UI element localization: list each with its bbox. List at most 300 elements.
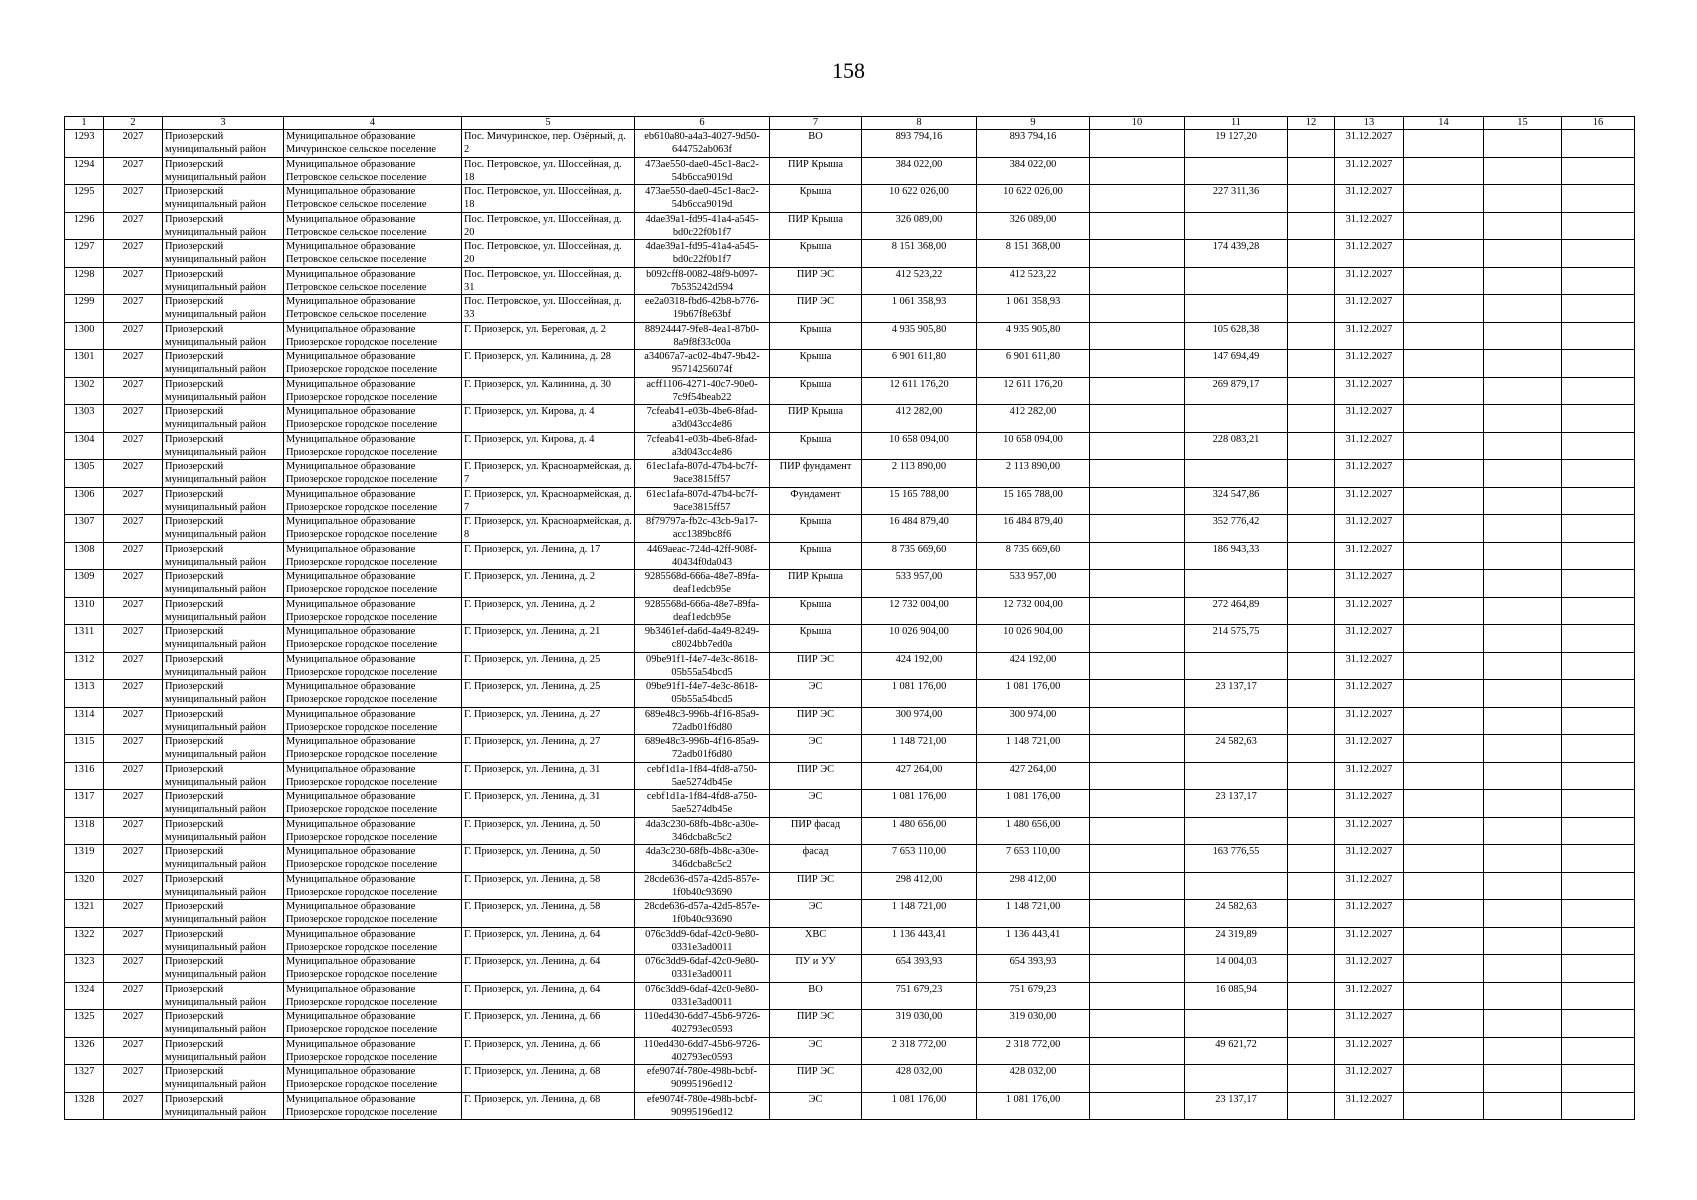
cell-row-number: 1298 bbox=[65, 267, 104, 295]
cell-row-number: 1305 bbox=[65, 460, 104, 488]
cell-col-10 bbox=[1090, 872, 1185, 900]
cell-col-10 bbox=[1090, 157, 1185, 185]
cell-total-cost: 300 974,00 bbox=[862, 707, 977, 735]
cell-district: Приозерский муниципальный район bbox=[163, 432, 284, 460]
cell-total-cost: 1 148 721,00 bbox=[862, 735, 977, 763]
cell-total-cost: 1 081 176,00 bbox=[862, 1092, 977, 1120]
cell-col-10 bbox=[1090, 460, 1185, 488]
cell-year: 2027 bbox=[104, 487, 163, 515]
cell-house-guid: a34067a7-ac02-4b47-9b42-95714256074f bbox=[635, 350, 770, 378]
cell-municipality: Муниципальное образование Приозерское городское поселение bbox=[284, 817, 462, 845]
column-header-13: 13 bbox=[1335, 117, 1404, 130]
column-header-10: 10 bbox=[1090, 117, 1185, 130]
cell-cost-fund: 1 081 176,00 bbox=[977, 1092, 1090, 1120]
cell-col-12 bbox=[1288, 982, 1335, 1010]
cell-house-guid: 076c3dd9-6daf-42c0-9e80-0331e3ad0011 bbox=[635, 927, 770, 955]
cell-completion-date: 31.12.2027 bbox=[1335, 1065, 1404, 1093]
cell-district: Приозерский муниципальный район bbox=[163, 1065, 284, 1093]
cell-col-11: 14 004,03 bbox=[1185, 955, 1288, 983]
cell-col-14 bbox=[1404, 762, 1484, 790]
cell-col-11: 163 776,55 bbox=[1185, 845, 1288, 873]
cell-col-16 bbox=[1562, 652, 1635, 680]
cell-house-guid: 4469aeac-724d-42ff-908f-40434f0da043 bbox=[635, 542, 770, 570]
cell-col-15 bbox=[1484, 790, 1562, 818]
cell-completion-date: 31.12.2027 bbox=[1335, 1010, 1404, 1038]
cell-district: Приозерский муниципальный район bbox=[163, 460, 284, 488]
cell-total-cost: 4 935 905,80 bbox=[862, 322, 977, 350]
cell-house-guid: 076c3dd9-6daf-42c0-9e80-0331e3ad0011 bbox=[635, 982, 770, 1010]
cell-col-12 bbox=[1288, 597, 1335, 625]
cell-row-number: 1303 bbox=[65, 405, 104, 433]
cell-municipality: Муниципальное образование Приозерское городское поселение bbox=[284, 982, 462, 1010]
cell-municipality: Муниципальное образование Приозерское городское поселение bbox=[284, 707, 462, 735]
cell-district: Приозерский муниципальный район bbox=[163, 845, 284, 873]
cell-col-12 bbox=[1288, 1037, 1335, 1065]
cell-col-15 bbox=[1484, 1065, 1562, 1093]
cell-district: Приозерский муниципальный район bbox=[163, 1037, 284, 1065]
cell-completion-date: 31.12.2027 bbox=[1335, 322, 1404, 350]
cell-completion-date: 31.12.2027 bbox=[1335, 680, 1404, 708]
cell-col-14 bbox=[1404, 157, 1484, 185]
cell-cost-fund: 1 480 656,00 bbox=[977, 817, 1090, 845]
cell-col-15 bbox=[1484, 460, 1562, 488]
cell-work-type: ПИР ЭС bbox=[770, 707, 862, 735]
cell-col-10 bbox=[1090, 405, 1185, 433]
cell-house-guid: 9285568d-666a-48e7-89fa-deaf1edcb95e bbox=[635, 597, 770, 625]
cell-total-cost: 893 794,16 bbox=[862, 130, 977, 158]
cell-address: Г. Приозерск, ул. Ленина, д. 25 bbox=[462, 680, 635, 708]
cell-municipality: Муниципальное образование Приозерское городское поселение bbox=[284, 322, 462, 350]
cell-address: Г. Приозерск, ул. Ленина, д. 64 bbox=[462, 982, 635, 1010]
cell-completion-date: 31.12.2027 bbox=[1335, 955, 1404, 983]
cell-col-16 bbox=[1562, 267, 1635, 295]
cell-col-16 bbox=[1562, 597, 1635, 625]
cell-col-11 bbox=[1185, 817, 1288, 845]
cell-col-10 bbox=[1090, 707, 1185, 735]
cell-completion-date: 31.12.2027 bbox=[1335, 817, 1404, 845]
cell-col-14 bbox=[1404, 845, 1484, 873]
cell-work-type: Крыша bbox=[770, 350, 862, 378]
cell-row-number: 1311 bbox=[65, 625, 104, 653]
cell-col-14 bbox=[1404, 460, 1484, 488]
table-row bbox=[65, 542, 1635, 570]
cell-work-type: Крыша bbox=[770, 240, 862, 268]
cell-col-12 bbox=[1288, 900, 1335, 928]
cell-house-guid: cebf1d1a-1f84-4fd8-a750-5ae5274db45e bbox=[635, 790, 770, 818]
cell-col-14 bbox=[1404, 927, 1484, 955]
cell-col-12 bbox=[1288, 157, 1335, 185]
cell-completion-date: 31.12.2027 bbox=[1335, 735, 1404, 763]
cell-col-12 bbox=[1288, 735, 1335, 763]
cell-col-14 bbox=[1404, 597, 1484, 625]
table-row bbox=[65, 790, 1635, 818]
cell-col-14 bbox=[1404, 872, 1484, 900]
table-row bbox=[65, 762, 1635, 790]
cell-row-number: 1322 bbox=[65, 927, 104, 955]
table-row bbox=[65, 350, 1635, 378]
cell-col-15 bbox=[1484, 707, 1562, 735]
cell-work-type: Крыша bbox=[770, 625, 862, 653]
cell-year: 2027 bbox=[104, 157, 163, 185]
cell-col-14 bbox=[1404, 185, 1484, 213]
cell-completion-date: 31.12.2027 bbox=[1335, 515, 1404, 543]
cell-col-12 bbox=[1288, 680, 1335, 708]
cell-col-16 bbox=[1562, 762, 1635, 790]
cell-col-10 bbox=[1090, 982, 1185, 1010]
cell-total-cost: 654 393,93 bbox=[862, 955, 977, 983]
table-row bbox=[65, 267, 1635, 295]
cell-col-15 bbox=[1484, 927, 1562, 955]
cell-row-number: 1301 bbox=[65, 350, 104, 378]
table-row bbox=[65, 817, 1635, 845]
cell-total-cost: 6 901 611,80 bbox=[862, 350, 977, 378]
cell-address: Г. Приозерск, ул. Ленина, д. 64 bbox=[462, 955, 635, 983]
cell-col-15 bbox=[1484, 680, 1562, 708]
cell-col-14 bbox=[1404, 790, 1484, 818]
cell-col-11: 186 943,33 bbox=[1185, 542, 1288, 570]
cell-cost-fund: 16 484 879,40 bbox=[977, 515, 1090, 543]
cell-col-12 bbox=[1288, 460, 1335, 488]
cell-municipality: Муниципальное образование Приозерское городское поселение bbox=[284, 542, 462, 570]
cell-completion-date: 31.12.2027 bbox=[1335, 625, 1404, 653]
cell-municipality: Муниципальное образование Петровское сельское поселение bbox=[284, 240, 462, 268]
cell-col-12 bbox=[1288, 295, 1335, 323]
cell-row-number: 1328 bbox=[65, 1092, 104, 1120]
cell-completion-date: 31.12.2027 bbox=[1335, 597, 1404, 625]
cell-cost-fund: 1 136 443,41 bbox=[977, 927, 1090, 955]
cell-row-number: 1323 bbox=[65, 955, 104, 983]
cell-address: Г. Приозерск, ул. Ленина, д. 58 bbox=[462, 900, 635, 928]
cell-col-16 bbox=[1562, 377, 1635, 405]
cell-col-10 bbox=[1090, 955, 1185, 983]
cell-house-guid: 689e48c3-996b-4f16-85a9-72adb01f6d80 bbox=[635, 735, 770, 763]
cell-col-14 bbox=[1404, 680, 1484, 708]
cell-col-10 bbox=[1090, 845, 1185, 873]
cell-col-11: 23 137,17 bbox=[1185, 790, 1288, 818]
cell-col-15 bbox=[1484, 845, 1562, 873]
cell-row-number: 1302 bbox=[65, 377, 104, 405]
cell-total-cost: 16 484 879,40 bbox=[862, 515, 977, 543]
cell-col-14 bbox=[1404, 625, 1484, 653]
cell-municipality: Муниципальное образование Приозерское городское поселение bbox=[284, 597, 462, 625]
table-header bbox=[65, 117, 1635, 130]
cell-work-type: фасад bbox=[770, 845, 862, 873]
cell-address: Г. Приозерск, ул. Ленина, д. 68 bbox=[462, 1065, 635, 1093]
cell-municipality: Муниципальное образование Приозерское городское поселение bbox=[284, 1010, 462, 1038]
cell-col-15 bbox=[1484, 735, 1562, 763]
cell-work-type: ПУ и УУ bbox=[770, 955, 862, 983]
cell-row-number: 1317 bbox=[65, 790, 104, 818]
cell-col-11 bbox=[1185, 460, 1288, 488]
cell-district: Приозерский муниципальный район bbox=[163, 927, 284, 955]
cell-work-type: Крыша bbox=[770, 597, 862, 625]
cell-col-11: 16 085,94 bbox=[1185, 982, 1288, 1010]
cell-col-11: 352 776,42 bbox=[1185, 515, 1288, 543]
cell-total-cost: 319 030,00 bbox=[862, 1010, 977, 1038]
cell-year: 2027 bbox=[104, 680, 163, 708]
cell-work-type: ПИР ЭС bbox=[770, 872, 862, 900]
cell-cost-fund: 10 658 094,00 bbox=[977, 432, 1090, 460]
cell-col-15 bbox=[1484, 212, 1562, 240]
cell-municipality: Муниципальное образование Приозерское городское поселение bbox=[284, 570, 462, 598]
cell-district: Приозерский муниципальный район bbox=[163, 735, 284, 763]
cell-col-12 bbox=[1288, 240, 1335, 268]
cell-col-14 bbox=[1404, 1037, 1484, 1065]
cell-municipality: Муниципальное образование Приозерское городское поселение bbox=[284, 900, 462, 928]
cell-municipality: Муниципальное образование Приозерское городское поселение bbox=[284, 872, 462, 900]
cell-col-12 bbox=[1288, 845, 1335, 873]
cell-year: 2027 bbox=[104, 817, 163, 845]
cell-district: Приозерский муниципальный район bbox=[163, 322, 284, 350]
cell-house-guid: 28cde636-d57a-42d5-857e-1f0b40c93690 bbox=[635, 872, 770, 900]
table-row bbox=[65, 240, 1635, 268]
table-row bbox=[65, 597, 1635, 625]
cell-house-guid: 09be91f1-f4e7-4e3c-8618-05b55a54bcd5 bbox=[635, 652, 770, 680]
cell-total-cost: 412 282,00 bbox=[862, 405, 977, 433]
cell-house-guid: 61ec1afa-807d-47b4-bc7f-9ace3815ff57 bbox=[635, 460, 770, 488]
cell-house-guid: cebf1d1a-1f84-4fd8-a750-5ae5274db45e bbox=[635, 762, 770, 790]
cell-col-11: 324 547,86 bbox=[1185, 487, 1288, 515]
cell-total-cost: 2 113 890,00 bbox=[862, 460, 977, 488]
cell-completion-date: 31.12.2027 bbox=[1335, 240, 1404, 268]
cell-completion-date: 31.12.2027 bbox=[1335, 845, 1404, 873]
cell-col-16 bbox=[1562, 927, 1635, 955]
cell-work-type: Крыша bbox=[770, 515, 862, 543]
column-number-row bbox=[65, 117, 1635, 130]
cell-work-type: ЭС bbox=[770, 1037, 862, 1065]
cell-year: 2027 bbox=[104, 240, 163, 268]
cell-total-cost: 8 151 368,00 bbox=[862, 240, 977, 268]
cell-district: Приозерский муниципальный район bbox=[163, 212, 284, 240]
cell-address: Г. Приозерск, ул. Кирова, д. 4 bbox=[462, 405, 635, 433]
cell-year: 2027 bbox=[104, 322, 163, 350]
cell-col-15 bbox=[1484, 955, 1562, 983]
cell-col-15 bbox=[1484, 1010, 1562, 1038]
table-row bbox=[65, 652, 1635, 680]
cell-col-14 bbox=[1404, 652, 1484, 680]
cell-cost-fund: 326 089,00 bbox=[977, 212, 1090, 240]
table-row bbox=[65, 845, 1635, 873]
cell-col-11 bbox=[1185, 212, 1288, 240]
cell-work-type: ПИР ЭС bbox=[770, 652, 862, 680]
cell-total-cost: 424 192,00 bbox=[862, 652, 977, 680]
cell-cost-fund: 424 192,00 bbox=[977, 652, 1090, 680]
cell-col-16 bbox=[1562, 185, 1635, 213]
cell-total-cost: 10 622 026,00 bbox=[862, 185, 977, 213]
cell-col-10 bbox=[1090, 625, 1185, 653]
cell-address: Пос. Петровское, ул. Шоссейная, д. 31 bbox=[462, 267, 635, 295]
cell-work-type: Крыша bbox=[770, 542, 862, 570]
cell-completion-date: 31.12.2027 bbox=[1335, 185, 1404, 213]
cell-address: Г. Приозерск, ул. Ленина, д. 2 bbox=[462, 570, 635, 598]
cell-col-16 bbox=[1562, 955, 1635, 983]
cell-col-12 bbox=[1288, 652, 1335, 680]
cell-municipality: Муниципальное образование Петровское сельское поселение bbox=[284, 267, 462, 295]
cell-col-11 bbox=[1185, 157, 1288, 185]
cell-municipality: Муниципальное образование Приозерское городское поселение bbox=[284, 845, 462, 873]
cell-municipality: Муниципальное образование Петровское сельское поселение bbox=[284, 212, 462, 240]
column-header-2: 2 bbox=[104, 117, 163, 130]
cell-col-12 bbox=[1288, 955, 1335, 983]
table-row bbox=[65, 185, 1635, 213]
cell-col-14 bbox=[1404, 487, 1484, 515]
column-header-6: 6 bbox=[635, 117, 770, 130]
cell-work-type: ПИР ЭС bbox=[770, 295, 862, 323]
cell-col-15 bbox=[1484, 185, 1562, 213]
cell-municipality: Муниципальное образование Приозерское городское поселение bbox=[284, 405, 462, 433]
cell-district: Приозерский муниципальный район bbox=[163, 817, 284, 845]
column-header-12: 12 bbox=[1288, 117, 1335, 130]
table-row bbox=[65, 1037, 1635, 1065]
cell-work-type: ПИР Крыша bbox=[770, 570, 862, 598]
cell-col-11 bbox=[1185, 405, 1288, 433]
column-header-9: 9 bbox=[977, 117, 1090, 130]
cell-col-12 bbox=[1288, 432, 1335, 460]
cell-house-guid: ee2a0318-fbd6-42b8-b776-19b67f8e63bf bbox=[635, 295, 770, 323]
cell-col-12 bbox=[1288, 515, 1335, 543]
cell-year: 2027 bbox=[104, 432, 163, 460]
cell-year: 2027 bbox=[104, 845, 163, 873]
cell-col-10 bbox=[1090, 377, 1185, 405]
cell-col-14 bbox=[1404, 1092, 1484, 1120]
cell-col-11: 147 694,49 bbox=[1185, 350, 1288, 378]
cell-district: Приозерский муниципальный район bbox=[163, 157, 284, 185]
cell-col-10 bbox=[1090, 350, 1185, 378]
cell-col-10 bbox=[1090, 735, 1185, 763]
cell-col-15 bbox=[1484, 625, 1562, 653]
cell-row-number: 1310 bbox=[65, 597, 104, 625]
cell-district: Приозерский муниципальный район bbox=[163, 240, 284, 268]
column-header-4: 4 bbox=[284, 117, 462, 130]
cell-col-10 bbox=[1090, 185, 1185, 213]
cell-row-number: 1314 bbox=[65, 707, 104, 735]
cell-col-14 bbox=[1404, 295, 1484, 323]
table-row bbox=[65, 130, 1635, 158]
cell-district: Приозерский муниципальный район bbox=[163, 625, 284, 653]
cell-address: Г. Приозерск, ул. Красноармейская, д. 8 bbox=[462, 515, 635, 543]
cell-address: Г. Приозерск, ул. Ленина, д. 50 bbox=[462, 817, 635, 845]
cell-cost-fund: 412 282,00 bbox=[977, 405, 1090, 433]
cell-municipality: Муниципальное образование Приозерское городское поселение bbox=[284, 680, 462, 708]
table-row bbox=[65, 405, 1635, 433]
cell-district: Приозерский муниципальный район bbox=[163, 707, 284, 735]
cell-district: Приозерский муниципальный район bbox=[163, 130, 284, 158]
cell-col-14 bbox=[1404, 212, 1484, 240]
cell-col-11: 24 319,89 bbox=[1185, 927, 1288, 955]
cell-col-16 bbox=[1562, 680, 1635, 708]
cell-row-number: 1319 bbox=[65, 845, 104, 873]
cell-district: Приозерский муниципальный район bbox=[163, 762, 284, 790]
cell-address: Г. Приозерск, ул. Ленина, д. 2 bbox=[462, 597, 635, 625]
cell-work-type: ЭС bbox=[770, 735, 862, 763]
cell-address: Пос. Петровское, ул. Шоссейная, д. 20 bbox=[462, 240, 635, 268]
cell-col-10 bbox=[1090, 1092, 1185, 1120]
cell-work-type: ЭС bbox=[770, 1092, 862, 1120]
cell-house-guid: 7cfeab41-e03b-4be6-8fad-a3d043cc4e86 bbox=[635, 432, 770, 460]
cell-total-cost: 298 412,00 bbox=[862, 872, 977, 900]
cell-col-15 bbox=[1484, 570, 1562, 598]
cell-col-11: 23 137,17 bbox=[1185, 1092, 1288, 1120]
cell-col-15 bbox=[1484, 817, 1562, 845]
cell-col-15 bbox=[1484, 432, 1562, 460]
cell-col-12 bbox=[1288, 872, 1335, 900]
cell-cost-fund: 2 113 890,00 bbox=[977, 460, 1090, 488]
cell-col-11: 269 879,17 bbox=[1185, 377, 1288, 405]
cell-col-16 bbox=[1562, 130, 1635, 158]
cell-address: Г. Приозерск, ул. Красноармейская, д. 7 bbox=[462, 487, 635, 515]
cell-year: 2027 bbox=[104, 1010, 163, 1038]
cell-col-10 bbox=[1090, 900, 1185, 928]
cell-cost-fund: 428 032,00 bbox=[977, 1065, 1090, 1093]
cell-col-11: 272 464,89 bbox=[1185, 597, 1288, 625]
cell-col-12 bbox=[1288, 185, 1335, 213]
table-row bbox=[65, 1065, 1635, 1093]
cell-completion-date: 31.12.2027 bbox=[1335, 900, 1404, 928]
cell-col-15 bbox=[1484, 1092, 1562, 1120]
column-header-8: 8 bbox=[862, 117, 977, 130]
cell-row-number: 1307 bbox=[65, 515, 104, 543]
cell-work-type: ЭС bbox=[770, 680, 862, 708]
cell-col-15 bbox=[1484, 872, 1562, 900]
cell-work-type: ПИР ЭС bbox=[770, 1065, 862, 1093]
cell-row-number: 1300 bbox=[65, 322, 104, 350]
cell-work-type: ПИР Крыша bbox=[770, 405, 862, 433]
cell-house-guid: 076c3dd9-6daf-42c0-9e80-0331e3ad0011 bbox=[635, 955, 770, 983]
table-row bbox=[65, 680, 1635, 708]
cell-col-12 bbox=[1288, 1065, 1335, 1093]
cell-col-12 bbox=[1288, 350, 1335, 378]
cell-total-cost: 412 523,22 bbox=[862, 267, 977, 295]
cell-cost-fund: 6 901 611,80 bbox=[977, 350, 1090, 378]
page-number: 158 bbox=[832, 58, 865, 83]
cell-total-cost: 1 148 721,00 bbox=[862, 900, 977, 928]
column-header-7: 7 bbox=[770, 117, 862, 130]
cell-district: Приозерский муниципальный район bbox=[163, 570, 284, 598]
table-row bbox=[65, 872, 1635, 900]
cell-row-number: 1306 bbox=[65, 487, 104, 515]
cell-col-14 bbox=[1404, 515, 1484, 543]
cell-col-12 bbox=[1288, 625, 1335, 653]
cell-address: Г. Приозерск, ул. Ленина, д. 17 bbox=[462, 542, 635, 570]
cell-col-16 bbox=[1562, 790, 1635, 818]
cell-row-number: 1321 bbox=[65, 900, 104, 928]
cell-house-guid: 8f79797a-fb2c-43cb-9a17-acc1389bc8f6 bbox=[635, 515, 770, 543]
cell-district: Приозерский муниципальный район bbox=[163, 487, 284, 515]
cell-municipality: Муниципальное образование Приозерское городское поселение bbox=[284, 762, 462, 790]
cell-col-14 bbox=[1404, 982, 1484, 1010]
table-row bbox=[65, 295, 1635, 323]
cell-address: Пос. Петровское, ул. Шоссейная, д. 20 bbox=[462, 212, 635, 240]
cell-house-guid: 110ed430-6dd7-45b6-9726-402793ec0593 bbox=[635, 1010, 770, 1038]
cell-cost-fund: 893 794,16 bbox=[977, 130, 1090, 158]
cell-year: 2027 bbox=[104, 790, 163, 818]
cell-municipality: Муниципальное образование Приозерское городское поселение bbox=[284, 350, 462, 378]
cell-col-11 bbox=[1185, 570, 1288, 598]
cell-total-cost: 12 611 176,20 bbox=[862, 377, 977, 405]
cell-total-cost: 1 061 358,93 bbox=[862, 295, 977, 323]
cell-total-cost: 751 679,23 bbox=[862, 982, 977, 1010]
cell-municipality: Муниципальное образование Приозерское городское поселение bbox=[284, 460, 462, 488]
cell-col-10 bbox=[1090, 515, 1185, 543]
cell-municipality: Муниципальное образование Мичуринское сельское поселение bbox=[284, 130, 462, 158]
column-header-1: 1 bbox=[65, 117, 104, 130]
cell-district: Приозерский муниципальный район bbox=[163, 597, 284, 625]
cell-address: Г. Приозерск, ул. Ленина, д. 27 bbox=[462, 707, 635, 735]
cell-year: 2027 bbox=[104, 707, 163, 735]
cell-cost-fund: 1 148 721,00 bbox=[977, 900, 1090, 928]
cell-work-type: ПИР фасад bbox=[770, 817, 862, 845]
cell-col-12 bbox=[1288, 1092, 1335, 1120]
